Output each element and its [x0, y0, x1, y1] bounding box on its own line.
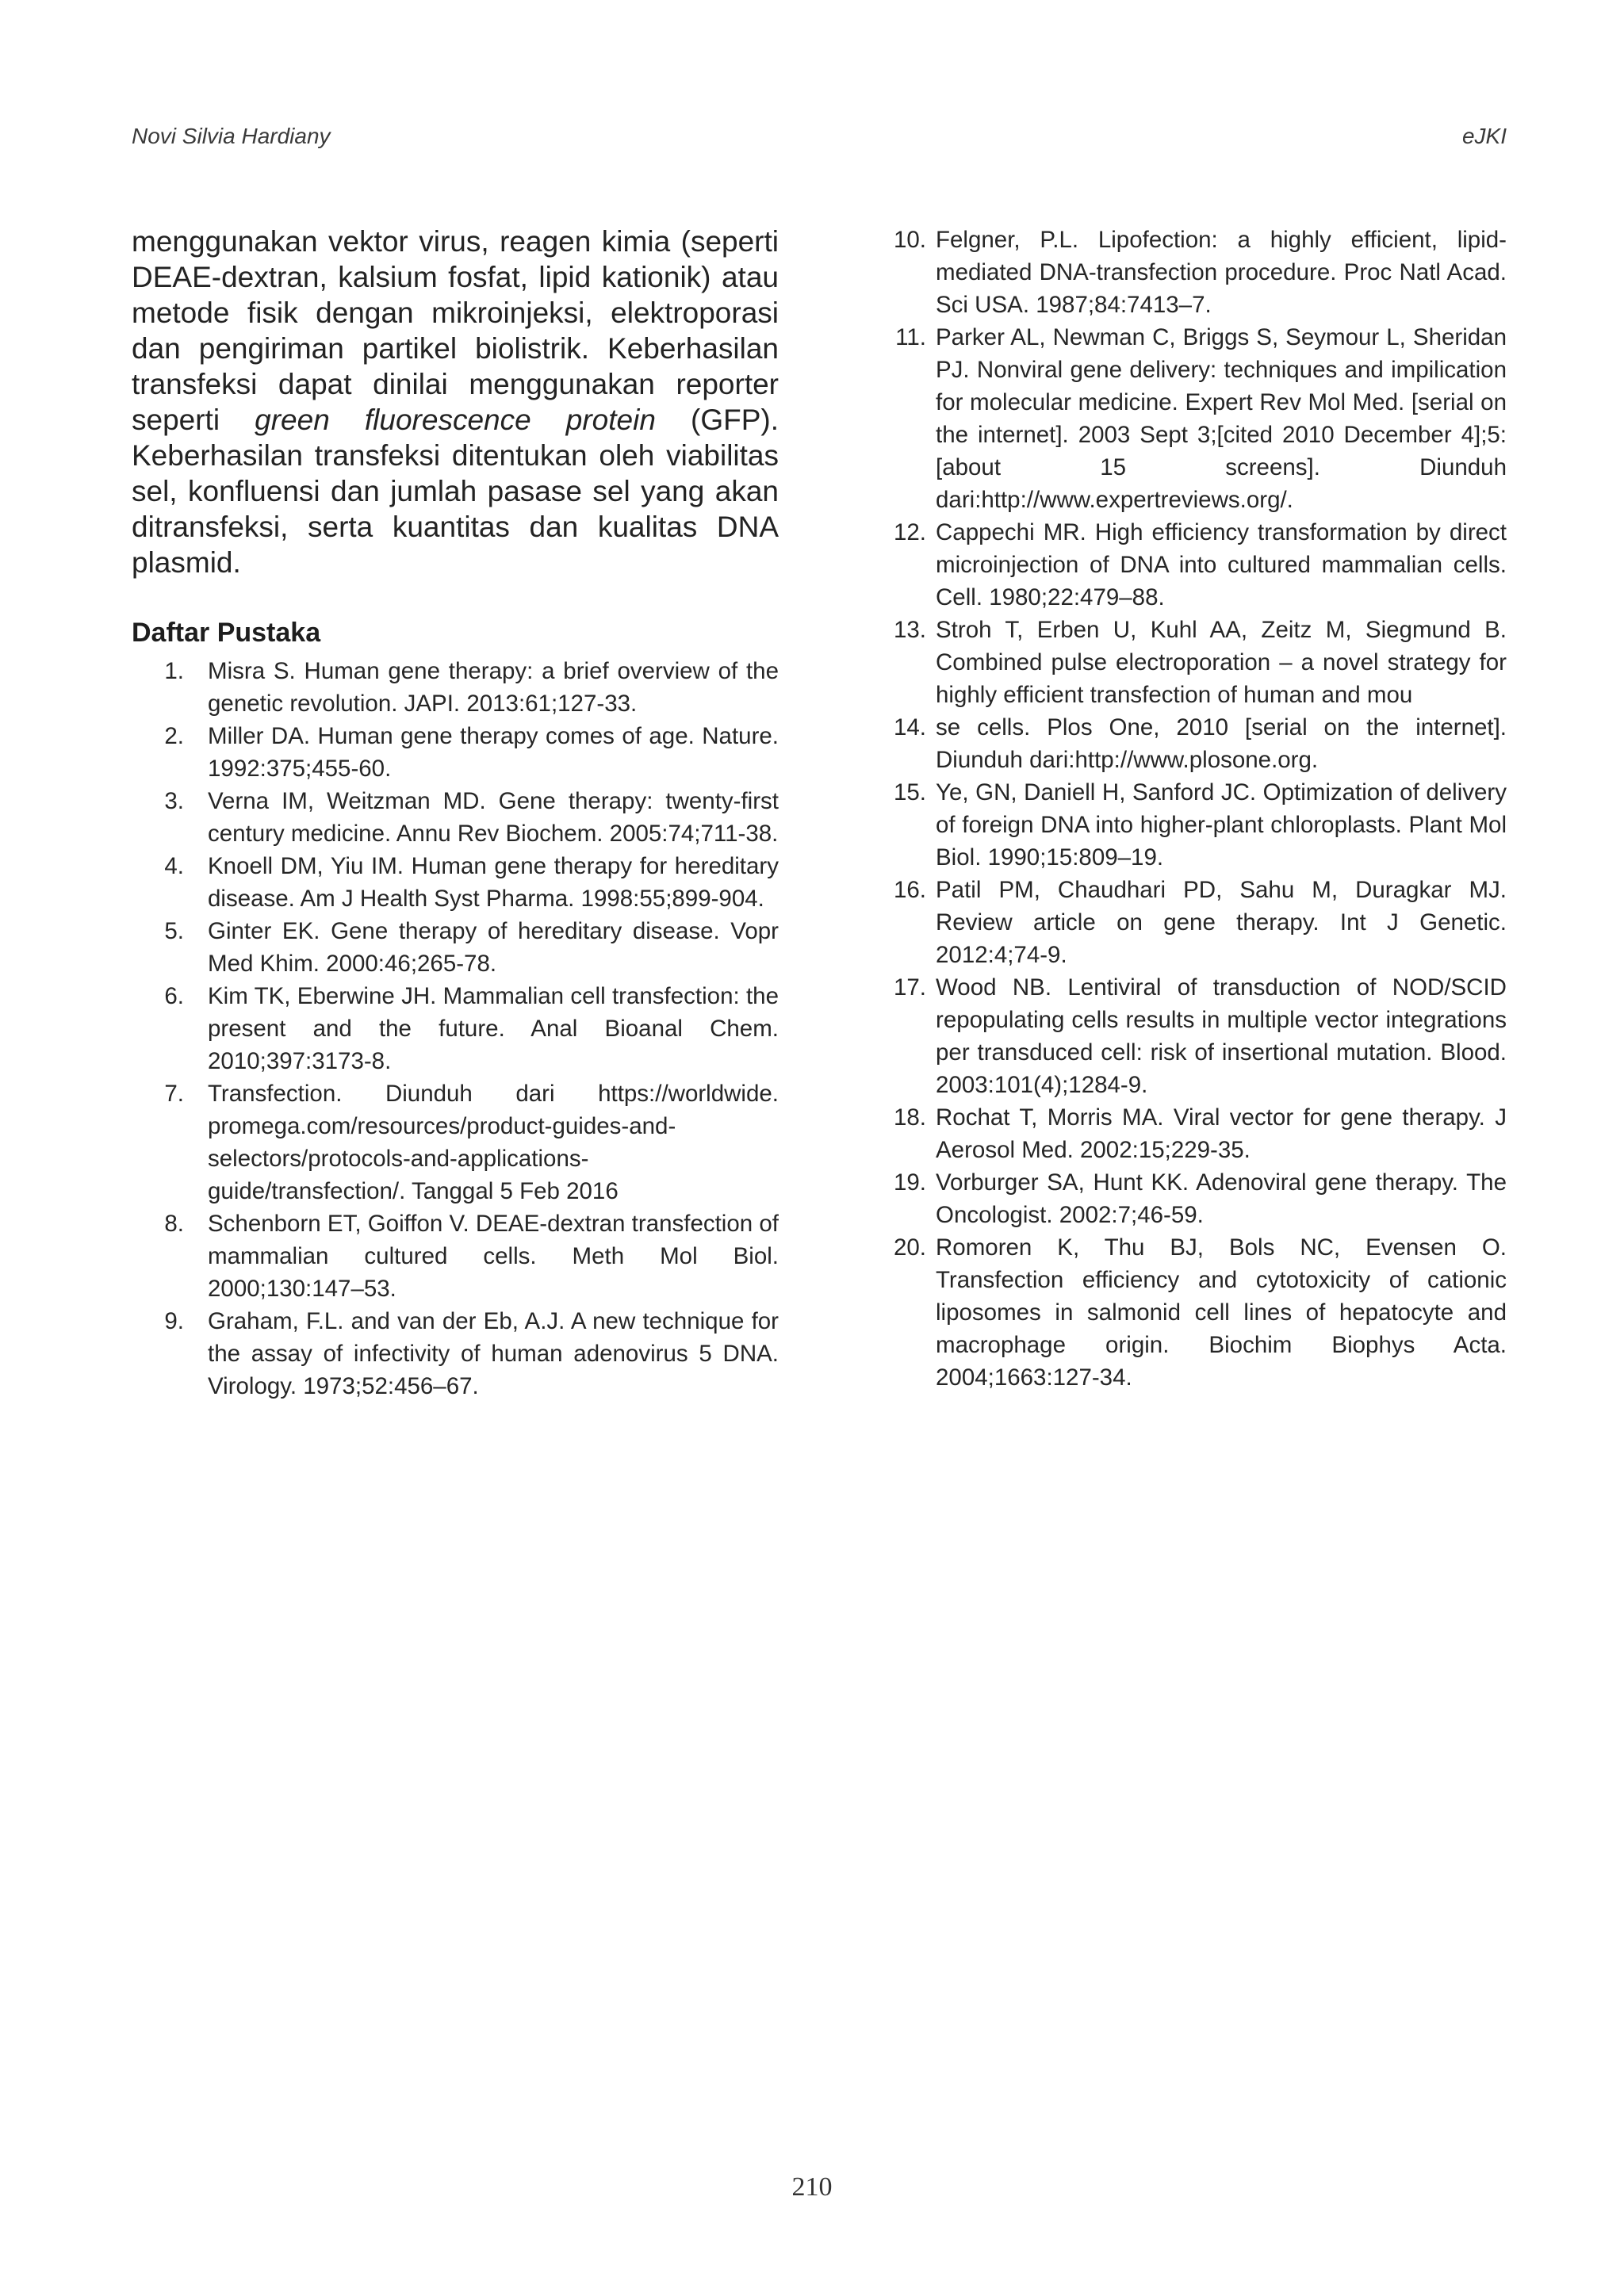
reference-number: 5. [164, 918, 184, 944]
reference-number: 17. [893, 974, 926, 1001]
reference-number: 18. [893, 1104, 926, 1131]
reference-text [208, 1077, 779, 1207]
reference-number: 19. [893, 1169, 926, 1196]
reference-text: Misra S. Human gene therapy: a brief overview of the genetic revolution. JAPI. 2013:61;127-33. [208, 658, 779, 717]
reference-item [132, 785, 779, 850]
reference-item [887, 971, 1507, 1101]
body-paragraph [132, 224, 779, 580]
reference-text-start: Transfection. Diunduh dari https://worldwide. [208, 1081, 779, 1107]
reference-item [887, 776, 1507, 874]
reference-number: 6. [164, 983, 184, 1009]
reference-text: Romoren K, Thu BJ, Bols NC, Evensen O. Transfection efficiency and cytotoxicity of cationic liposomes in salmonid cell lines of hepatocyte and macrophage origin. Biochim Biophys Acta. 2004;1663:127-34. [936, 1234, 1507, 1391]
reference-item [887, 1166, 1507, 1231]
reference-number: 2. [164, 723, 184, 749]
reference-text: Felgner, P.L. Lipofection: a highly efficient, lipid-mediated DNA-transfection procedure. Proc Natl Acad. Sci USA. 1987;84:7413–7. [936, 227, 1507, 318]
running-head-author: Novi Silvia Hardiany [132, 124, 331, 148]
reference-item [132, 655, 779, 720]
reference-text: Stroh T, Erben U, Kuhl AA, Zeitz M, Siegmund B. Combined pulse electroporation – a novel strategy for highly efficient transfection of human and mou [936, 617, 1507, 708]
reference-number: 8. [164, 1211, 184, 1237]
reference-number: 9. [164, 1308, 184, 1334]
reference-text: Rochat T, Morris MA. Viral vector for gene therapy. J Aerosol Med. 2002:15;229-35. [936, 1104, 1507, 1163]
reference-list-right [887, 224, 1507, 1394]
reference-number: 13. [893, 617, 926, 643]
reference-list-left [132, 655, 779, 1402]
reference-item [132, 1207, 779, 1305]
reference-item [132, 850, 779, 915]
reference-text-tail: transfection/. Tanggal 5 Feb 2016 [271, 1178, 619, 1204]
body-text-italic: green fluorescence protein [255, 404, 656, 436]
left-column [132, 224, 779, 1402]
reference-item [887, 321, 1507, 516]
reference-number: 7. [164, 1081, 184, 1107]
reference-text: Schenborn ET, Goiffon V. DEAE-dextran transfection of mammalian cultured cells. Meth Mol Biol. 2000;130:147–53. [208, 1211, 779, 1302]
reference-number: 20. [893, 1234, 926, 1261]
reference-item [887, 874, 1507, 971]
reference-text: Parker AL, Newman C, Briggs S, Seymour L, Sheridan PJ. Nonviral gene delivery: techniques and impilication for molecular medicine. Expert Rev Mol Med. [serial on the internet]. 2003 Sept 3;[cited 2010 December 4];5:[about 15 screens]. Diunduh dari:http://www.expertreviews.org/. [936, 324, 1507, 513]
reference-item [132, 1305, 779, 1402]
reference-item [132, 720, 779, 785]
reference-number: 16. [893, 877, 926, 903]
reference-item [887, 1101, 1507, 1166]
reference-url: promega.com/resources/product-guides-and-selectors/protocols-and-applications-guide/ [208, 1113, 676, 1204]
reference-text: se cells. Plos One, 2010 [serial on the internet]. Diunduh dari:http://www.plosone.org. [936, 714, 1507, 773]
reference-number: 14. [893, 714, 926, 740]
reference-number: 4. [164, 853, 184, 879]
reference-text: Ye, GN, Daniell H, Sanford JC. Optimization of delivery of foreign DNA into higher-plant chloroplasts. Plant Mol Biol. 1990;15:809–19. [936, 779, 1507, 871]
reference-text: Vorburger SA, Hunt KK. Adenoviral gene therapy. The Oncologist. 2002:7;46-59. [936, 1169, 1507, 1228]
reference-number: 3. [164, 788, 184, 814]
reference-text: Ginter EK. Gene therapy of hereditary disease. Vopr Med Khim. 2000:46;265-78. [208, 918, 779, 977]
page-number: 210 [791, 2172, 833, 2202]
reference-number: 1. [164, 658, 184, 684]
reference-item [887, 1231, 1507, 1394]
reference-item [887, 224, 1507, 321]
references-heading: Daftar Pustaka [132, 618, 321, 648]
body-text-start: menggunakan vektor virus, reagen kimia (seperti DEAE-dextran, kalsium fosfat, lipid kationik) atau metode fisik dengan mikroinjeksi, elektroporasi dan pengiriman partikel biolistrik. Keberhasilan transfeksi dapat dinilai menggunakan reporter seperti [132, 225, 779, 436]
reference-text: Graham, F.L. and van der Eb, A.J. A new technique for the assay of infectivity of human adenovirus 5 DNA. Virology. 1973;52:456–67. [208, 1308, 779, 1399]
reference-text: Miller DA. Human gene therapy comes of age. Nature. 1992:375;455-60. [208, 723, 779, 782]
body-text-end: (GFP). Keberhasilan transfeksi ditentukan oleh viabilitas sel, konfluensi dan jumlah pasase sel yang akan ditransfeksi, serta kuantitas dan kualitas DNA plasmid. [132, 404, 779, 579]
reference-item [132, 980, 779, 1077]
reference-item [887, 711, 1507, 776]
reference-number: 10. [893, 227, 926, 253]
reference-text: Wood NB. Lentiviral of transduction of NOD/SCID repopulating cells results in multiple vector integrations per transduced cell: risk of insertional mutation. Blood. 2003:101(4);1284-9. [936, 974, 1507, 1098]
reference-number: 11. [895, 324, 926, 350]
reference-item [132, 1077, 779, 1207]
reference-text: Verna IM, Weitzman MD. Gene therapy: twenty-first century medicine. Annu Rev Biochem. 2005:74;711-38. [208, 788, 779, 847]
reference-item [887, 614, 1507, 711]
reference-text: Cappechi MR. High efficiency transformation by direct microinjection of DNA into cultured mammalian cells. Cell. 1980;22:479–88. [936, 519, 1507, 610]
reference-text: Kim TK, Eberwine JH. Mammalian cell transfection: the present and the future. Anal Bioanal Chem. 2010;397:3173-8. [208, 983, 779, 1074]
running-head-journal: eJKI [1461, 124, 1507, 148]
reference-number: 15. [893, 779, 926, 806]
reference-item [132, 915, 779, 980]
reference-text: Knoell DM, Yiu IM. Human gene therapy for hereditary disease. Am J Health Syst Pharma. 1998:55;899-904. [208, 853, 779, 912]
reference-number: 12. [893, 519, 926, 545]
reference-text: Patil PM, Chaudhari PD, Sahu M, Duragkar MJ. Review article on gene therapy. Int J Genetic. 2012:4;74-9. [936, 877, 1507, 968]
reference-item [887, 516, 1507, 614]
right-column [887, 224, 1507, 1394]
